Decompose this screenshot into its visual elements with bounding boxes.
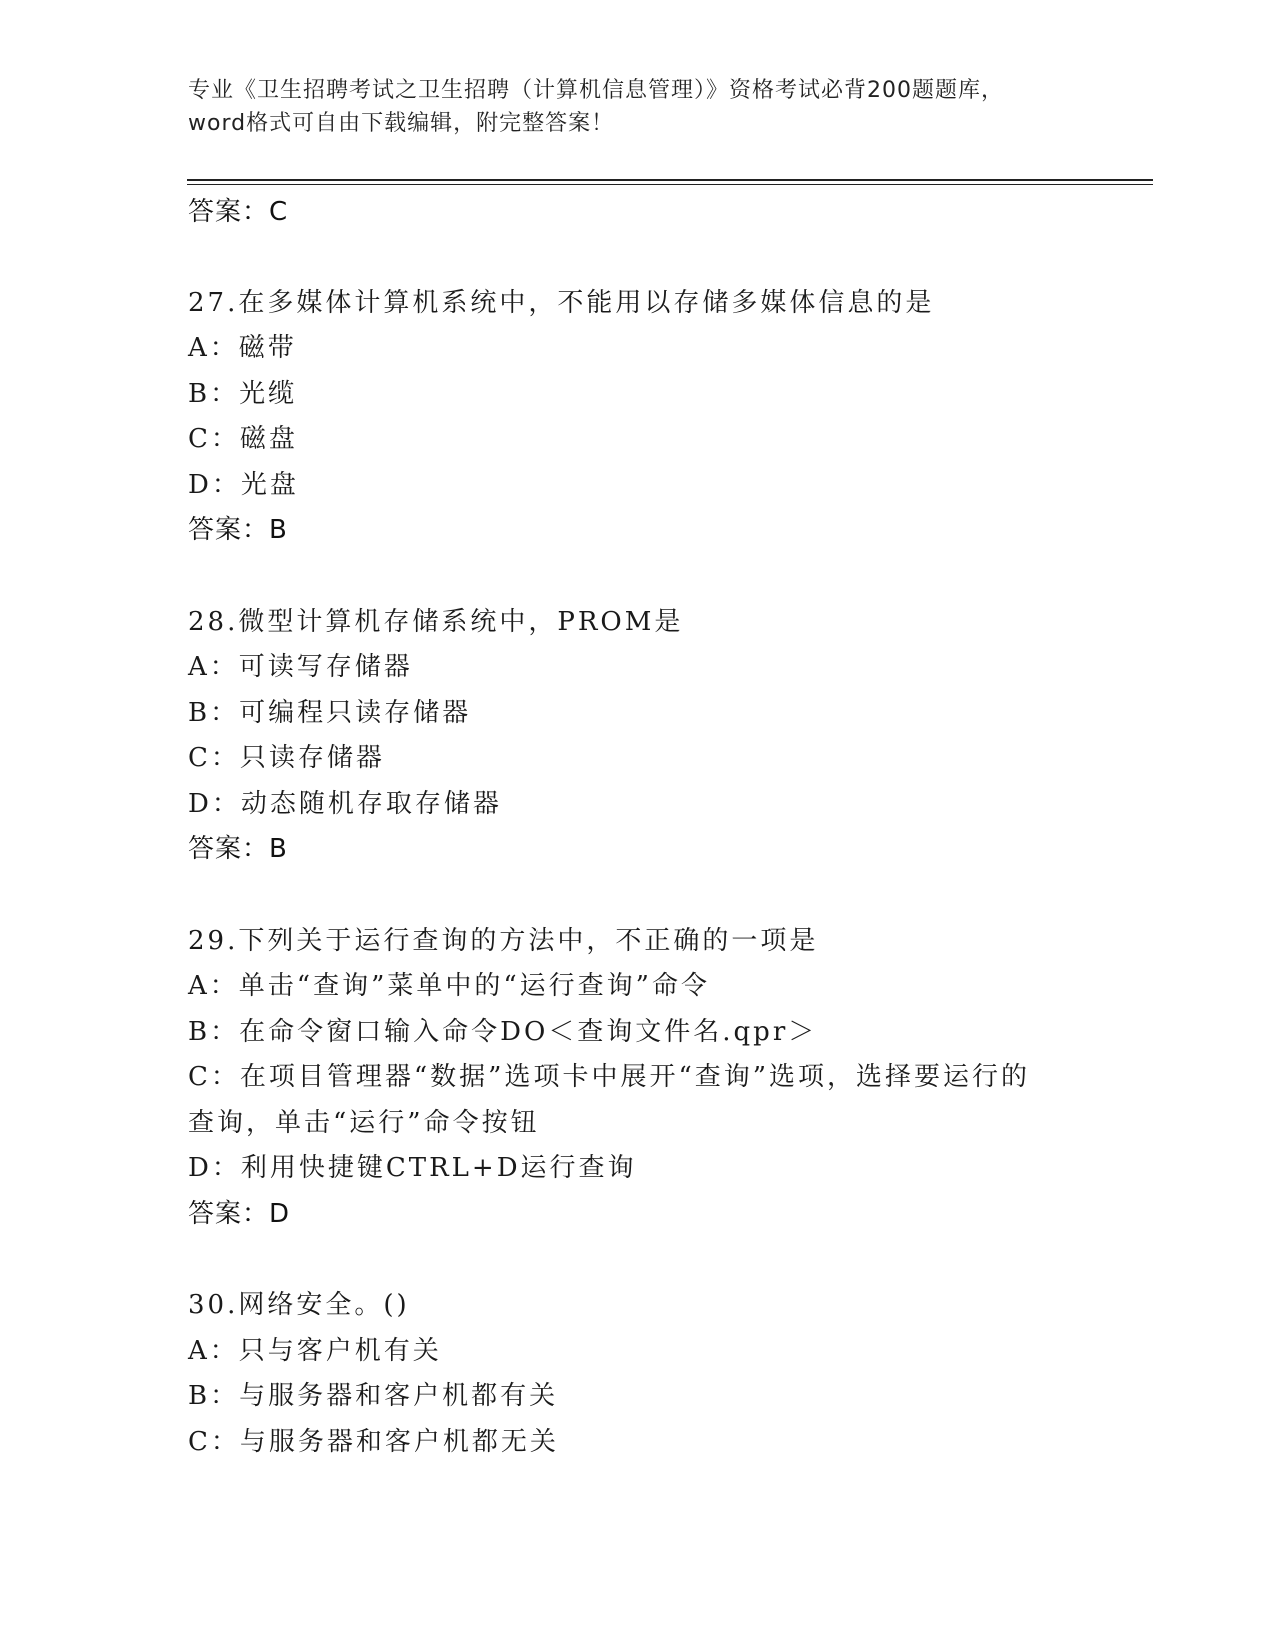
header-rule-thick: [187, 179, 1153, 181]
option-a: A：单击“查询”菜单中的“运行查询”命令: [188, 971, 710, 1001]
question-content: [188, 190, 1148, 1465]
option-b: B：可编程只读存储器: [188, 697, 472, 728]
question-28: [188, 600, 1148, 873]
option-b: B：与服务器和客户机都有关: [188, 1381, 559, 1411]
question-stem: 28.微型计算机存储系统中，PROM是: [188, 606, 684, 637]
question-stem: 30.网络安全。(): [188, 1290, 410, 1320]
option-d: D：动态随机存取存储器: [188, 788, 502, 819]
option-b: B：光缆: [188, 378, 298, 409]
spacer: [188, 554, 1148, 600]
option-d: D：利用快捷键CTRL+D运行查询: [188, 1153, 637, 1183]
spacer: [188, 1237, 1148, 1283]
document-header: [188, 74, 1088, 140]
header-line-2: word格式可自由下载编辑，附完整答案！: [188, 111, 615, 136]
spacer: [188, 873, 1148, 919]
option-c: C：只读存储器: [188, 743, 385, 773]
option-c: C：在项目管理器“数据”选项卡中展开“查询”选项，选择要运行的: [188, 1062, 1031, 1092]
option-a: A：只与客户机有关: [188, 1335, 442, 1366]
option-d: D：光盘: [188, 469, 299, 500]
answer-line: 答案：D: [188, 1198, 291, 1229]
header-line-1: 专业《卫生招聘考试之卫生招聘（计算机信息管理）》资格考试必背200题题库，: [188, 78, 1004, 103]
option-a: A：磁带: [188, 333, 297, 363]
question-stem: 27.在多媒体计算机系统中，不能用以存储多媒体信息的是: [188, 287, 935, 318]
option-c-continued: 查询，单击“运行”命令按钮: [188, 1107, 540, 1138]
option-c: C：磁盘: [188, 424, 298, 454]
question-29: [188, 919, 1148, 1238]
option-c: C：与服务器和客户机都无关: [188, 1426, 559, 1457]
header-rule-thin: [187, 184, 1153, 185]
option-b: B：在命令窗口输入命令DO＜查询文件名.qpr＞: [188, 1016, 818, 1047]
question-27: [188, 281, 1148, 554]
option-a: A：可读写存储器: [188, 652, 413, 682]
answer-line: 答案：B: [188, 515, 288, 545]
answer-line: 答案：C: [188, 197, 289, 227]
question-stem: 29.下列关于运行查询的方法中，不正确的一项是: [188, 925, 819, 956]
spacer: [188, 236, 1148, 281]
answer-line: 答案：B: [188, 834, 288, 864]
question-30: [188, 1283, 1148, 1465]
